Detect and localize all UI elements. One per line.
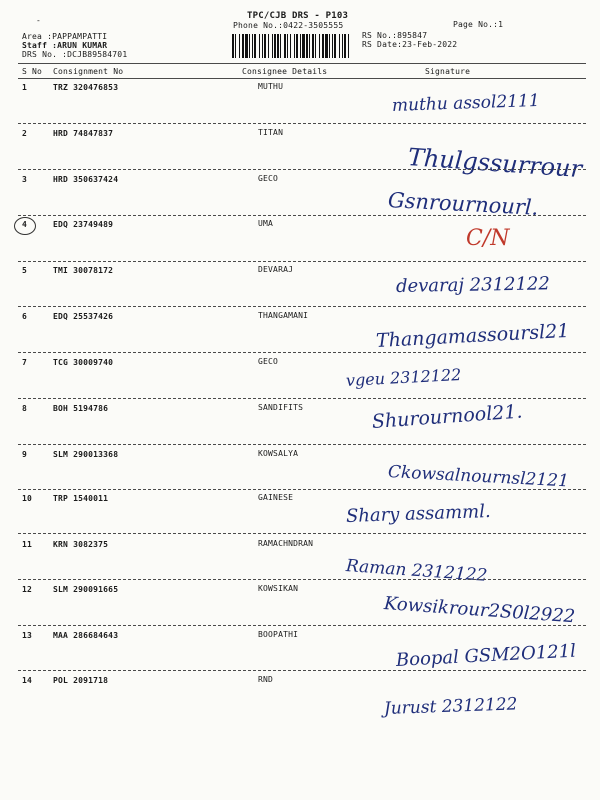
- row-sno: 2: [22, 129, 28, 138]
- barcode-bar: [312, 34, 314, 58]
- barcode-bar: [309, 34, 310, 58]
- row-consignee: THANGAMANI: [258, 311, 309, 320]
- barcode-bar: [342, 34, 343, 58]
- header-rule-bottom: [18, 78, 586, 79]
- barcode-bar: [332, 34, 333, 58]
- row-divider: [18, 123, 586, 124]
- barcode-bar: [339, 34, 340, 58]
- barcode-bar: [274, 34, 276, 58]
- row-signature: Shurournool21.: [371, 400, 524, 433]
- barcode-bar: [264, 34, 266, 58]
- row-signature: Shary assamml.: [345, 500, 491, 527]
- phone-number: Phone No.:0422-3505555: [233, 21, 344, 30]
- row-consignment-no: SLM 290091665: [53, 585, 119, 594]
- barcode-bar: [322, 34, 324, 58]
- row-consignee: GECO: [258, 357, 279, 366]
- barcode-bar: [294, 34, 295, 58]
- row-consignee: BOOPATHI: [258, 630, 299, 639]
- row-signature: Ckowsalnournsl2121: [387, 462, 570, 492]
- row-signature: devaraj 2312122: [395, 273, 551, 297]
- row-divider: [18, 625, 586, 626]
- row-sno: 8: [22, 404, 28, 413]
- row-consignment-no: HRD 74847837: [53, 129, 114, 138]
- staff-field: Staff :ARUN KUMAR: [22, 41, 108, 50]
- col-signature: Signature: [425, 67, 471, 76]
- row-sno: 3: [22, 175, 28, 184]
- barcode-bar: [239, 34, 240, 58]
- row-consignment-no: TRP 1540011: [53, 494, 109, 503]
- row4-cn-note: C/N: [466, 226, 510, 251]
- barcode-bar: [277, 34, 279, 58]
- row-signature: vgeu 2312122: [345, 364, 462, 390]
- row-consignment-no: BOH 5194786: [53, 404, 109, 413]
- row4-circle-mark: [14, 217, 36, 235]
- barcode-bar: [348, 34, 349, 58]
- row-signature: muthu assol2111: [391, 90, 540, 116]
- row-divider: [18, 306, 586, 307]
- row-signature: Raman 2312122: [345, 556, 489, 586]
- rs-number: RS No.:895847: [362, 31, 428, 40]
- row-divider: [18, 215, 586, 216]
- row-signature: Boopal GSM2O121l: [395, 640, 577, 671]
- row-sno: 14: [22, 676, 33, 685]
- row-divider: [18, 169, 586, 170]
- barcode-bar: [287, 34, 288, 58]
- barcode-bar: [232, 34, 234, 58]
- barcode-bar: [259, 34, 260, 58]
- row-divider: [18, 398, 586, 399]
- barcode-bar: [296, 34, 298, 58]
- row-sno: 1: [22, 83, 28, 92]
- row-consignee: RAMACHNDRAN: [258, 539, 314, 548]
- row-sno: 5: [22, 266, 28, 275]
- row-sno: 9: [22, 450, 28, 459]
- row-divider: [18, 579, 586, 580]
- row-divider: [18, 444, 586, 445]
- row-consignee: RND: [258, 675, 274, 684]
- barcode-bar: [272, 34, 273, 58]
- col-consignment: Consignment No: [53, 67, 124, 76]
- row-signature: Thulgssurrour: [407, 143, 583, 184]
- row-divider: [18, 489, 586, 490]
- row-consignment-no: EDQ 23749489: [53, 220, 114, 229]
- barcode-bar: [300, 34, 301, 58]
- row-consignment-no: MAA 286684643: [53, 631, 119, 640]
- barcode-bar: [306, 34, 308, 58]
- barcode-bar: [242, 34, 244, 58]
- row-consignee: KOWSIKAN: [258, 584, 299, 593]
- barcode-bar: [319, 34, 320, 58]
- barcode-bar: [329, 34, 330, 58]
- header-tick: -: [36, 16, 42, 25]
- row-sno: 4: [22, 220, 28, 229]
- row-consignment-no: TMI 30078172: [53, 266, 114, 275]
- barcode-bar: [334, 34, 336, 58]
- row-consignment-no: POL 2091718: [53, 676, 109, 685]
- row-consignee: SANDIFITS: [258, 403, 304, 412]
- row-consignee: TITAN: [258, 128, 284, 137]
- header-rule-top: [18, 63, 586, 64]
- col-sno: S No: [22, 67, 43, 76]
- col-consignee: Consignee Details: [242, 67, 328, 76]
- barcode-bar: [245, 34, 248, 58]
- row-consignment-no: KRN 3082375: [53, 540, 109, 549]
- barcode-bar: [268, 34, 269, 58]
- row-signature: Jurust 2312122: [383, 694, 518, 719]
- row-sno: 7: [22, 358, 28, 367]
- barcode-bar: [325, 34, 328, 58]
- barcode-bar: [315, 34, 316, 58]
- barcode-bar: [262, 34, 263, 58]
- row-consignment-no: SLM 290013368: [53, 450, 119, 459]
- row-sno: 12: [22, 585, 33, 594]
- row-sno: 6: [22, 312, 28, 321]
- row-consignee: UMA: [258, 219, 274, 228]
- barcode-bar: [252, 34, 253, 58]
- rs-date: RS Date:23-Feb-2022: [362, 40, 458, 49]
- document-title: TPC/CJB DRS - P103: [247, 11, 349, 21]
- barcode-bar: [284, 34, 286, 58]
- page-number: Page No.:1: [453, 20, 504, 29]
- row-consignment-no: TCG 30009740: [53, 358, 114, 367]
- area-field: Area :PAPPAMPATTI: [22, 32, 108, 41]
- row-consignee: DEVARAJ: [258, 265, 294, 274]
- row-consignee: GECO: [258, 174, 279, 183]
- row-consignment-no: TRZ 320476853: [53, 83, 119, 92]
- barcode-image: [230, 33, 354, 59]
- row-consignment-no: EDQ 25537426: [53, 312, 114, 321]
- barcode-bar: [280, 34, 281, 58]
- row-signature: Gsnrournourl.: [387, 188, 539, 220]
- barcode-bar: [290, 34, 291, 58]
- barcode-bar: [249, 34, 250, 58]
- drs-number: DRS No. :DCJB89584701: [22, 50, 128, 59]
- barcode-bar: [235, 34, 236, 58]
- row-divider: [18, 352, 586, 353]
- row-consignment-no: HRD 350637424: [53, 175, 119, 184]
- row-sno: 11: [22, 540, 33, 549]
- barcode-bar: [254, 34, 256, 58]
- row-signature: Kowsikrour2S0l2922: [383, 593, 576, 628]
- row-consignee: MUTHU: [258, 82, 284, 91]
- row-divider: [18, 261, 586, 262]
- row-divider: [18, 533, 586, 534]
- barcode-bar: [302, 34, 305, 58]
- row-sno: 13: [22, 631, 33, 640]
- row-signature: Thangamassoursl21: [375, 319, 570, 352]
- row-divider: [18, 670, 586, 671]
- row-consignee: KOWSALYA: [258, 449, 299, 458]
- row-consignee: GAINESE: [258, 493, 294, 502]
- barcode-bar: [344, 34, 346, 58]
- row-sno: 10: [22, 494, 33, 503]
